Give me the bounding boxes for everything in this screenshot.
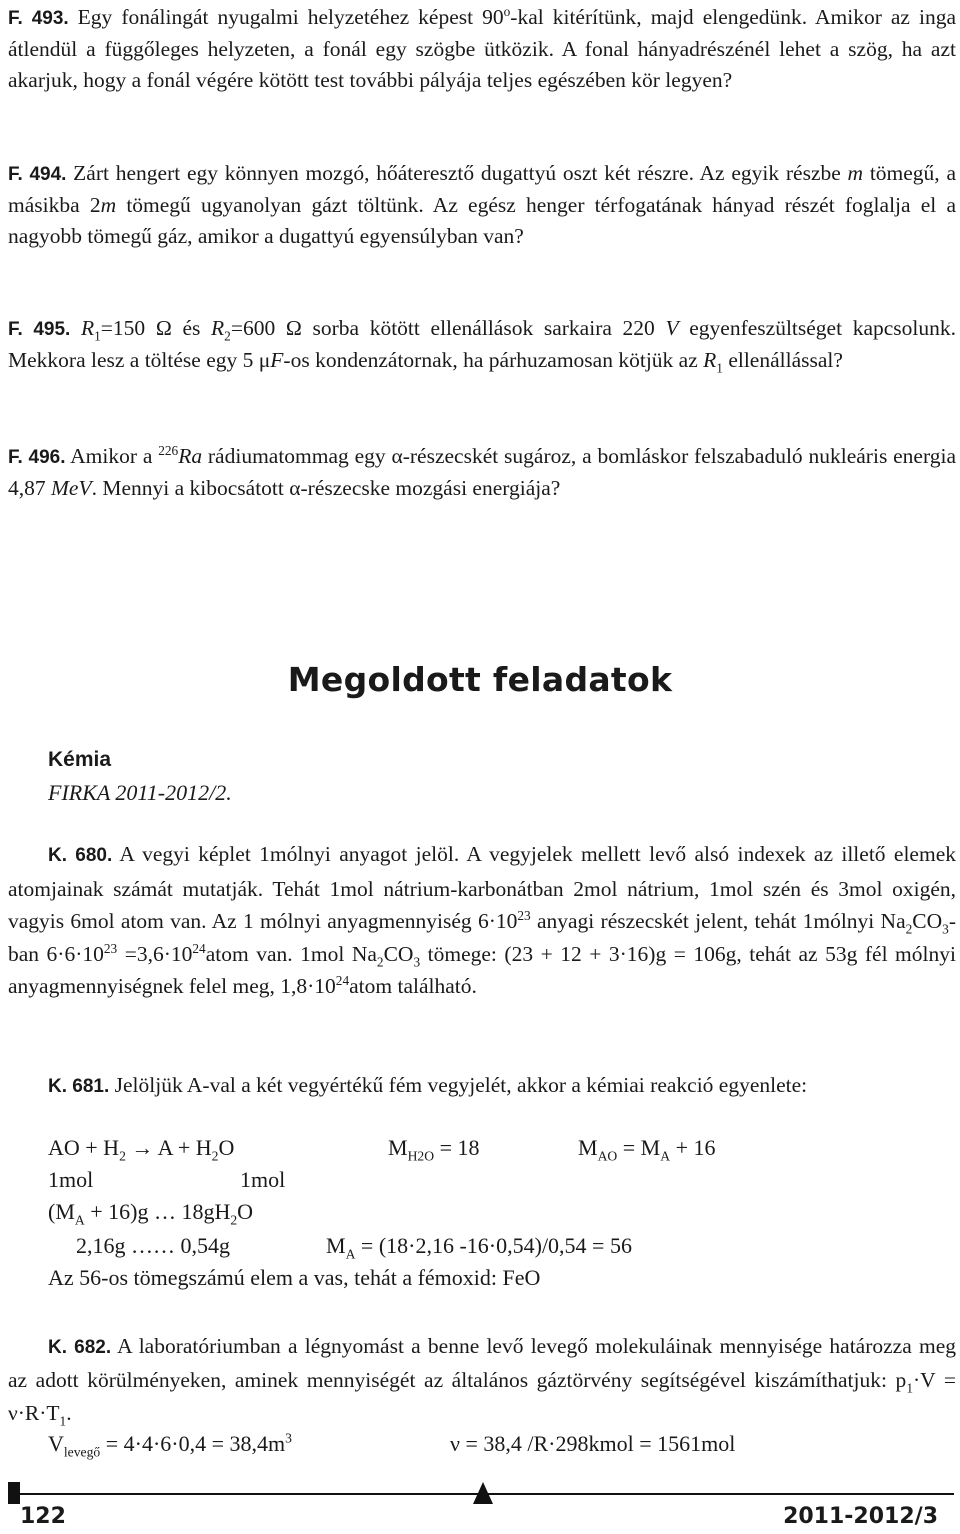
problem-f496: [8, 441, 956, 504]
section-source: FIRKA 2011-2012/2.: [48, 780, 232, 805]
degree-superscript: o: [503, 3, 511, 19]
subscript: 2: [211, 1148, 219, 1164]
solution-k681: [8, 1070, 956, 1102]
solution-label: K. 680.: [48, 845, 113, 866]
section-title: Kémia: [48, 748, 112, 771]
problem-text: Egy fonálingát nyugalmi helyzetéhez képest 90: [68, 5, 504, 29]
equation-air-volume: [48, 1430, 292, 1460]
symbol-m: m: [847, 161, 864, 185]
equation-text: O: [237, 1199, 254, 1224]
solution-text: A laboratóriumban a légnyomást a benne levő levegő molekuláinak mennyisége határozza meg az adott körülményeken, aminek mennyiségét az általános gáztörvény segítségével kiszámíthatjuk: p: [8, 1334, 956, 1392]
solution-text: A vegyi képlet 1mólnyi anyagot jelöl. A vegyjelek mellett levő alsó indexek az illető elemek atomjainak számát mutatják. Tehát 1mol nátrium-karbonátban 2mol nátrium, 1mol szén és 3mol oxigén, vagyis 6mol atom van. Az 1 mólnyi anyagmennyiség 6·10: [8, 842, 956, 933]
problem-text: -os kondenzátornak, ha párhuzamosan kötjük az: [283, 348, 704, 372]
page-number: 122: [20, 1504, 66, 1529]
subscript: levegő: [63, 1444, 101, 1460]
footer-triangle-mark: [473, 1482, 493, 1504]
subscript: 1: [94, 328, 101, 344]
problem-label: F. 495.: [8, 319, 71, 340]
solution-text: CO: [383, 941, 414, 966]
problem-text: Amikor a: [65, 444, 159, 468]
equation-text: O: [218, 1135, 235, 1160]
subscript: 1: [906, 1380, 913, 1396]
problem-label: F. 494.: [8, 164, 67, 185]
equation-text: M: [388, 1135, 408, 1160]
equation-text: = (18·2,16 -16·0,54)/0,54 = 56: [355, 1233, 632, 1258]
equation-molar-mass-oxide: [578, 1135, 716, 1164]
problem-label: F. 493.: [8, 8, 69, 29]
equation-text: V: [48, 1431, 64, 1456]
equation-text: = 18: [434, 1135, 480, 1160]
symbol-m: m: [100, 193, 117, 217]
solution-k682: [8, 1330, 956, 1430]
solution-text: -ban 6·6·10: [8, 909, 956, 966]
subscript: H2O: [407, 1148, 435, 1164]
equation-row-moles-1: 1mol: [48, 1167, 94, 1192]
subscript: 2: [119, 1148, 126, 1164]
problem-text: =150 Ω és: [100, 316, 212, 340]
superscript: 3: [285, 1430, 292, 1446]
problem-text: tömegű ugyanolyan gázt töltünk. Az egész henger térfogatának hányad részét foglalja el a nagyobb tömegű gáz, amikor a dugattyú egyensúlyban van?: [8, 193, 956, 248]
solution-label: K. 681.: [48, 1076, 110, 1097]
solution-text: .: [66, 1401, 72, 1425]
problem-label: F. 496.: [8, 447, 66, 468]
superscript: 24: [335, 972, 350, 988]
symbol-ra: Ra: [178, 444, 203, 468]
problem-text: =600 Ω sorba kötött ellenállások sarkaira 220: [230, 316, 666, 340]
subscript: A: [660, 1148, 671, 1164]
subscript: 1: [716, 360, 723, 376]
equation-text: (M: [48, 1199, 75, 1224]
equation-molar-mass-water: [388, 1135, 480, 1164]
problem-f493: [8, 2, 956, 96]
reaction-arrow-icon: →: [131, 1135, 154, 1160]
subscript: 2: [230, 1212, 238, 1228]
subscript: A: [345, 1246, 356, 1262]
solution-text: =3,6·10: [117, 941, 193, 966]
subscript: 2: [905, 921, 913, 937]
issue-number: 2011-2012/3: [783, 1504, 938, 1529]
problem-text: . Mennyi a kibocsátott α-részecske mozgási energiája?: [91, 476, 561, 500]
solution-text: ·V = ν·R·T: [8, 1368, 956, 1425]
solution-k680: [8, 838, 956, 1003]
equation-text: + 16: [670, 1135, 716, 1160]
problem-f494: [8, 158, 956, 252]
solution-text: tömege: (23 + 12 + 3·16)g = 106g, tehát az 53g fél mólnyi anyagmennyiségnek felel meg, 1,8·10: [8, 941, 956, 998]
solution-text: atom van. 1mol Na: [205, 941, 377, 966]
symbol-r2: R: [211, 316, 225, 340]
equation-air-amount: ν = 38,4 /R·298kmol = 1561mol: [450, 1431, 736, 1456]
equation-row-masses: [48, 1199, 254, 1228]
problem-text: Zárt hengert egy könnyen mozgó, hőáteresztő dugattyú oszt két részre. Az egyik részbe: [66, 161, 848, 185]
subscript: 3: [942, 921, 949, 937]
subscript: A: [74, 1212, 85, 1228]
solution-label: K. 682.: [48, 1337, 112, 1358]
equation-text: A + H: [153, 1135, 212, 1160]
problem-text: ellenállással?: [722, 348, 843, 372]
symbol-v: V: [665, 316, 679, 340]
subscript: AO: [597, 1148, 618, 1164]
problem-text: tömegű, a másikba 2: [8, 161, 956, 217]
subscript: 3: [413, 953, 421, 969]
mass-number-superscript: 226: [158, 442, 179, 458]
solution-text: anyagi részecskét jelent, tehát 1mólnyi Na: [530, 909, 906, 933]
problem-f495: [8, 313, 956, 376]
equation-text: = 4·4·6·0,4 = 38,4m: [100, 1431, 286, 1456]
subscript: 2: [376, 953, 384, 969]
equation-row-result: [326, 1233, 632, 1262]
equation-text: AO + H: [48, 1135, 120, 1160]
symbol-r1: R: [703, 348, 717, 372]
solution-text: atom található.: [349, 974, 477, 998]
solution-conclusion: Az 56-os tömegszámú elem a vas, tehát a fémoxid: FeO: [48, 1265, 541, 1290]
equation-text: + 16)g … 18gH: [84, 1199, 231, 1224]
solution-text: Jelöljük A-val a két vegyértékű fém vegyjelét, akkor a kémiai reakció egyenlete:: [109, 1073, 808, 1097]
superscript: 23: [103, 940, 118, 956]
page-title: Megoldott feladatok: [287, 660, 673, 699]
superscript: 23: [517, 907, 531, 923]
problem-text: egyenfeszültséget kapcsolunk. Mekkora lesz a töltése egy 5 μ: [8, 316, 957, 372]
equation-text: = M: [617, 1135, 661, 1160]
equation-row-data: 2,16g …… 0,54g: [76, 1233, 230, 1258]
symbol-r1: R: [80, 316, 95, 340]
equation-text: M: [326, 1233, 346, 1258]
symbol-f: F: [270, 348, 284, 372]
equation-text: M: [578, 1135, 598, 1160]
superscript: 24: [192, 940, 206, 956]
subscript: 2: [224, 328, 231, 344]
problem-text: -kal kitérítünk, majd elengedünk. Amikor az inga átlendül a függőleges helyzeten, a fonál egy szögbe ütközik. A fonal hányadrészénél lehet a szög, ha azt akarjuk, hogy a fonál végére kötött test további pályája teljes egészében kör legyen?: [8, 5, 956, 92]
equation-row-moles-2: 1mol: [240, 1167, 286, 1192]
unit-mev: MeV: [51, 476, 92, 500]
solution-text: CO: [912, 909, 943, 933]
subscript: 1: [59, 1413, 67, 1429]
equation-reaction: [48, 1135, 235, 1164]
problem-text: rádiumatommag egy α-részecskét sugároz, a bomláskor felszabaduló nukleáris energia 4,87: [8, 444, 956, 500]
